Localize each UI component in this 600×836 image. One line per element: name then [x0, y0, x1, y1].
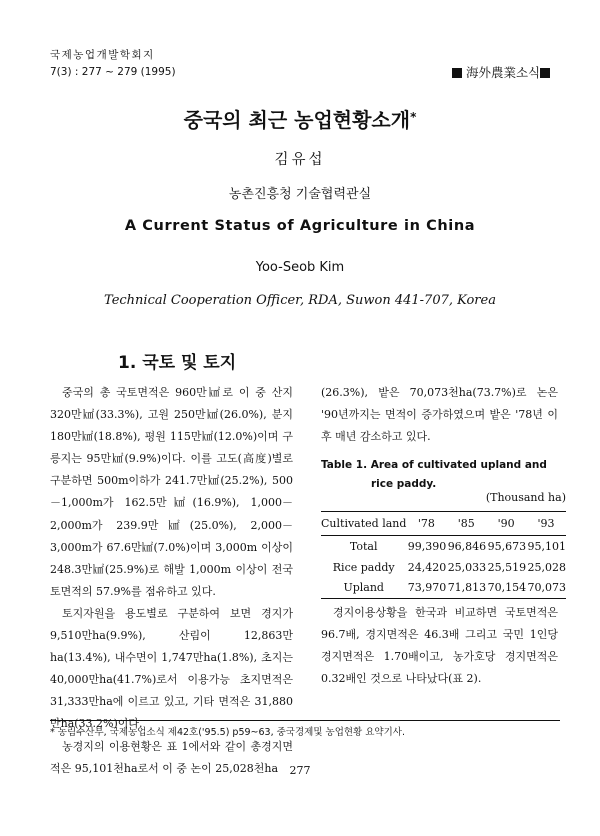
- paragraph: (26.3%), 밭은 70,073천ha(73.7%)로 논은 '90년까지는 면적이 증가하였으며 밭은 '78년 이후 매년 감소하고 있다.: [321, 386, 558, 444]
- article-title-ko: [0, 104, 600, 133]
- table-cell: Rice paddy: [332, 560, 395, 574]
- table-header-cell: '85: [457, 517, 475, 530]
- table-cell: 95,673: [487, 539, 527, 553]
- table-cell: 71,813: [447, 581, 487, 595]
- table-cell: 70,073: [527, 581, 566, 595]
- author-name-ko: 김유섭: [274, 152, 326, 168]
- paragraph: 경지이용상황을 한국과 비교하면 국토면적은 96.7배, 경지면적은 46.3배 그리고 국민 1인당 경지면적은 1.70배이고, 농가호당 경지면적은 0.32배인 것으로 나타났다(표 2).: [321, 606, 558, 686]
- black-square-icon: [540, 68, 550, 78]
- table-caption: [321, 456, 566, 494]
- paragraph: 중국의 총 국토면적은 960만㎢로 이 중 산지 320만㎢(33.3%), 고원 250만㎢(26.0%), 분지 180만㎢(18.8%), 평원 115만㎢(12.0%)이며 구릉지는 95만㎢(9.9%)이다. 이를 고도(高度)별로 구분하면 500m이하가 241.7만㎢(25.2%), 500－1,000m가 162.5만㎢(16.9%), 1,000－2,000m가 239.9만㎢(25.0%), 2,000－3,000m가 67.6만㎢(7.0%)이며 3,000m 이상이 248.3만㎢(25.9%)로 해발 1,000m 이상이 전국토면적의 57.9%를 점유하고 있다.: [50, 386, 293, 598]
- footnote: * 농림수산부, 국제농업소식 제42호('95.5) p59~63, 중국경제및 농업현황 요약기사.: [50, 727, 405, 738]
- right-column-top: [321, 382, 558, 448]
- table-unit: (Thousand ha): [485, 491, 566, 504]
- author-name-en: Yoo-Seob Kim: [255, 260, 345, 275]
- title-text: 중국의 최근 농업현황소개: [183, 108, 411, 132]
- footnote-divider: [50, 720, 560, 721]
- table-row: [321, 578, 566, 599]
- affiliation-en: Technical Cooperation Officer, RDA, Suwon 441-707, Korea: [104, 293, 496, 308]
- table-cell: 70,154: [487, 581, 527, 595]
- section-tag-label: 海外農業소식: [465, 65, 541, 80]
- table-cell: 25,033: [447, 560, 487, 574]
- section-heading: 1. 국토 및 토지: [118, 353, 237, 373]
- table-cell: 24,420: [407, 560, 447, 574]
- table-header-row: [321, 512, 566, 536]
- table-cell: 73,970: [407, 581, 447, 595]
- section-tag: [452, 63, 550, 81]
- table-row: [321, 557, 566, 578]
- data-table: [321, 511, 566, 599]
- table-header-cell: '78: [417, 517, 435, 530]
- table-cell: Total: [349, 539, 378, 553]
- table-cell: Upland: [343, 581, 384, 595]
- journal-volume: 7(3) : 277 ~ 279 (1995): [50, 66, 176, 78]
- table-cell: 95,101: [527, 539, 566, 553]
- table-caption-line: Table 1. Area of cultivated upland and: [321, 459, 547, 471]
- black-square-icon: [452, 68, 462, 78]
- table-header-cell: '90: [497, 517, 515, 530]
- affiliation-ko: 농촌진흥청 기술협력관실: [228, 187, 372, 202]
- table-cell: 25,028: [527, 560, 566, 574]
- table-caption-line: rice paddy.: [371, 478, 437, 490]
- right-column-bottom: [321, 602, 558, 690]
- article-title-en: A Current Status of Agriculture in China: [124, 218, 476, 234]
- table-cell: 25,519: [487, 560, 527, 574]
- title-footnote-marker: *: [410, 110, 417, 124]
- paragraph: 토지자원을 용도별로 구분하여 보면 경지가 9,510만ha(9.9%), 산림이 12,863만ha(13.4%), 내수면이 1,747만ha(1.8%), 초지는 40,000만ha(41.7%)로서 이용가능 초지면적은 31,333만ha에 이르고 있고, 기타 면적은 31,880만ha(33.2%)이다.: [50, 606, 293, 731]
- journal-name: 국제농업개발학회지: [50, 49, 155, 61]
- table-cell: 99,390: [407, 539, 447, 553]
- table-row: [321, 536, 566, 557]
- paragraph: 농경지의 이용현황은 표 1에서와 같이 총경지면적은 95,101천ha로서 이 중 논이 25,028천ha: [50, 739, 293, 775]
- table-cell: 96,846: [447, 539, 487, 553]
- table-header-cell: Cultivated land: [321, 517, 407, 530]
- table-header-cell: '93: [537, 517, 555, 530]
- page-number: 277: [289, 764, 311, 777]
